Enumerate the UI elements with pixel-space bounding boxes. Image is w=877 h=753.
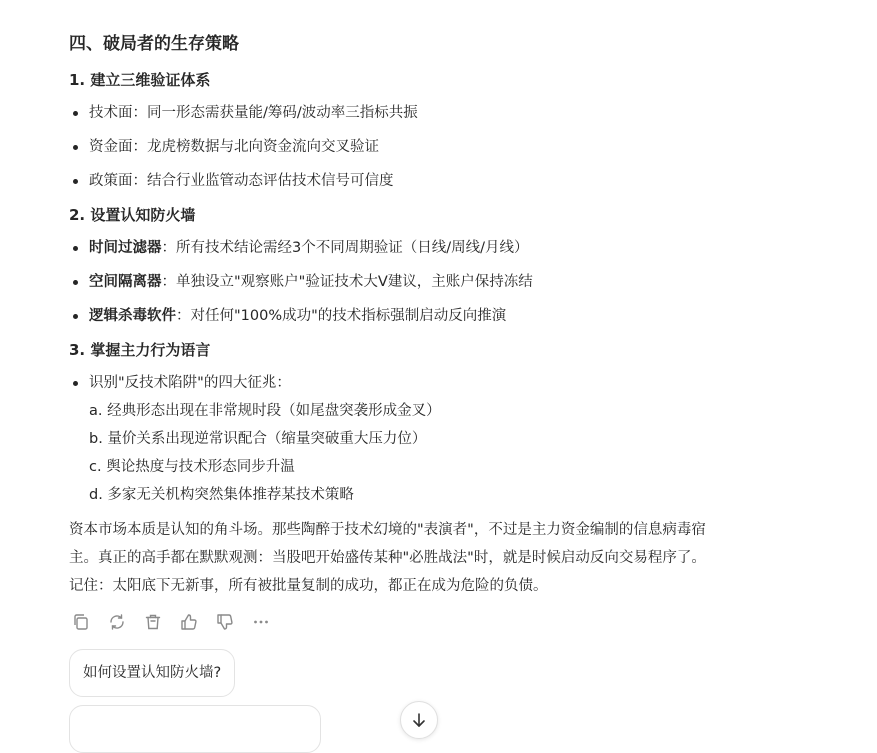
list-item: 空间隔离器：单独设立"观察账户"验证技术大V建议，主账户保持冻结 (69, 270, 533, 294)
conclusion-line: 主。真正的高手都在默默观测：当股吧开始盛传某种"必胜战法"时，就是时候启动反向交易程序了。 (69, 550, 706, 566)
bullet-dot (73, 179, 78, 184)
more-icon[interactable] (252, 611, 288, 633)
arrow-down-icon (411, 712, 427, 728)
copy-icon[interactable] (72, 611, 108, 633)
regenerate-icon[interactable] (108, 611, 144, 633)
bullet-dot (73, 145, 78, 150)
list-item: 技术面：同一形态需获量能/筹码/波动率三指标共振 (69, 101, 418, 125)
bullet-dot (73, 381, 78, 386)
delete-icon[interactable] (144, 611, 180, 633)
section-heading: 四、破局者的生存策略 (69, 34, 239, 54)
conclusion-paragraph (69, 516, 789, 600)
thumbs-down-icon[interactable] (216, 611, 252, 633)
subsection-title-2: 2. 设置认知防火墙 (69, 206, 196, 224)
sub-list-item: d. 多家无关机构突然集体推荐某技术策略 (89, 487, 354, 503)
bullet-dot (73, 111, 78, 116)
message-actions (72, 611, 288, 633)
thumbs-up-icon[interactable] (180, 611, 216, 633)
list-item: 资金面：龙虎榜数据与北向资金流向交叉验证 (69, 135, 379, 159)
bullet-dot (73, 246, 78, 251)
list-item: 时间过滤器：所有技术结论需经3个不同周期验证（日线/周线/月线） (69, 236, 529, 260)
bullet-dot (73, 280, 78, 285)
sub-list-item: b. 量价关系出现逆常识配合（缩量突破重大压力位） (89, 431, 427, 447)
conclusion-line: 资本市场本质是认知的角斗场。那些陶醉于技术幻境的"表演者"，不过是主力资金编制的信息病毒宿 (69, 522, 706, 538)
scroll-down-button[interactable] (400, 701, 438, 739)
conclusion-line: 记住：太阳底下无新事，所有被批量复制的成功，都正在成为危险的负债。 (69, 578, 548, 594)
subsection-title-3: 3. 掌握主力行为语言 (69, 341, 211, 359)
bullet-dot (73, 314, 78, 319)
sub-list-item: a. 经典形态出现在非常规时段（如尾盘突袭形成金叉） (89, 403, 441, 419)
list-item: 逻辑杀毒软件：对任何"100%成功"的技术指标强制启动反向推演 (69, 304, 506, 328)
list-item: 识别"反技术陷阱"的四大征兆： (69, 371, 291, 395)
list-item: 政策面：结合行业监管动态评估技术信号可信度 (69, 169, 394, 193)
sub-list-item: c. 舆论热度与技术形态同步升温 (89, 459, 295, 475)
subsection-title-1: 1. 建立三维验证体系 (69, 71, 211, 89)
suggested-question[interactable]: 如何设置认知防火墙? (69, 649, 235, 697)
suggested-question[interactable] (69, 705, 321, 753)
